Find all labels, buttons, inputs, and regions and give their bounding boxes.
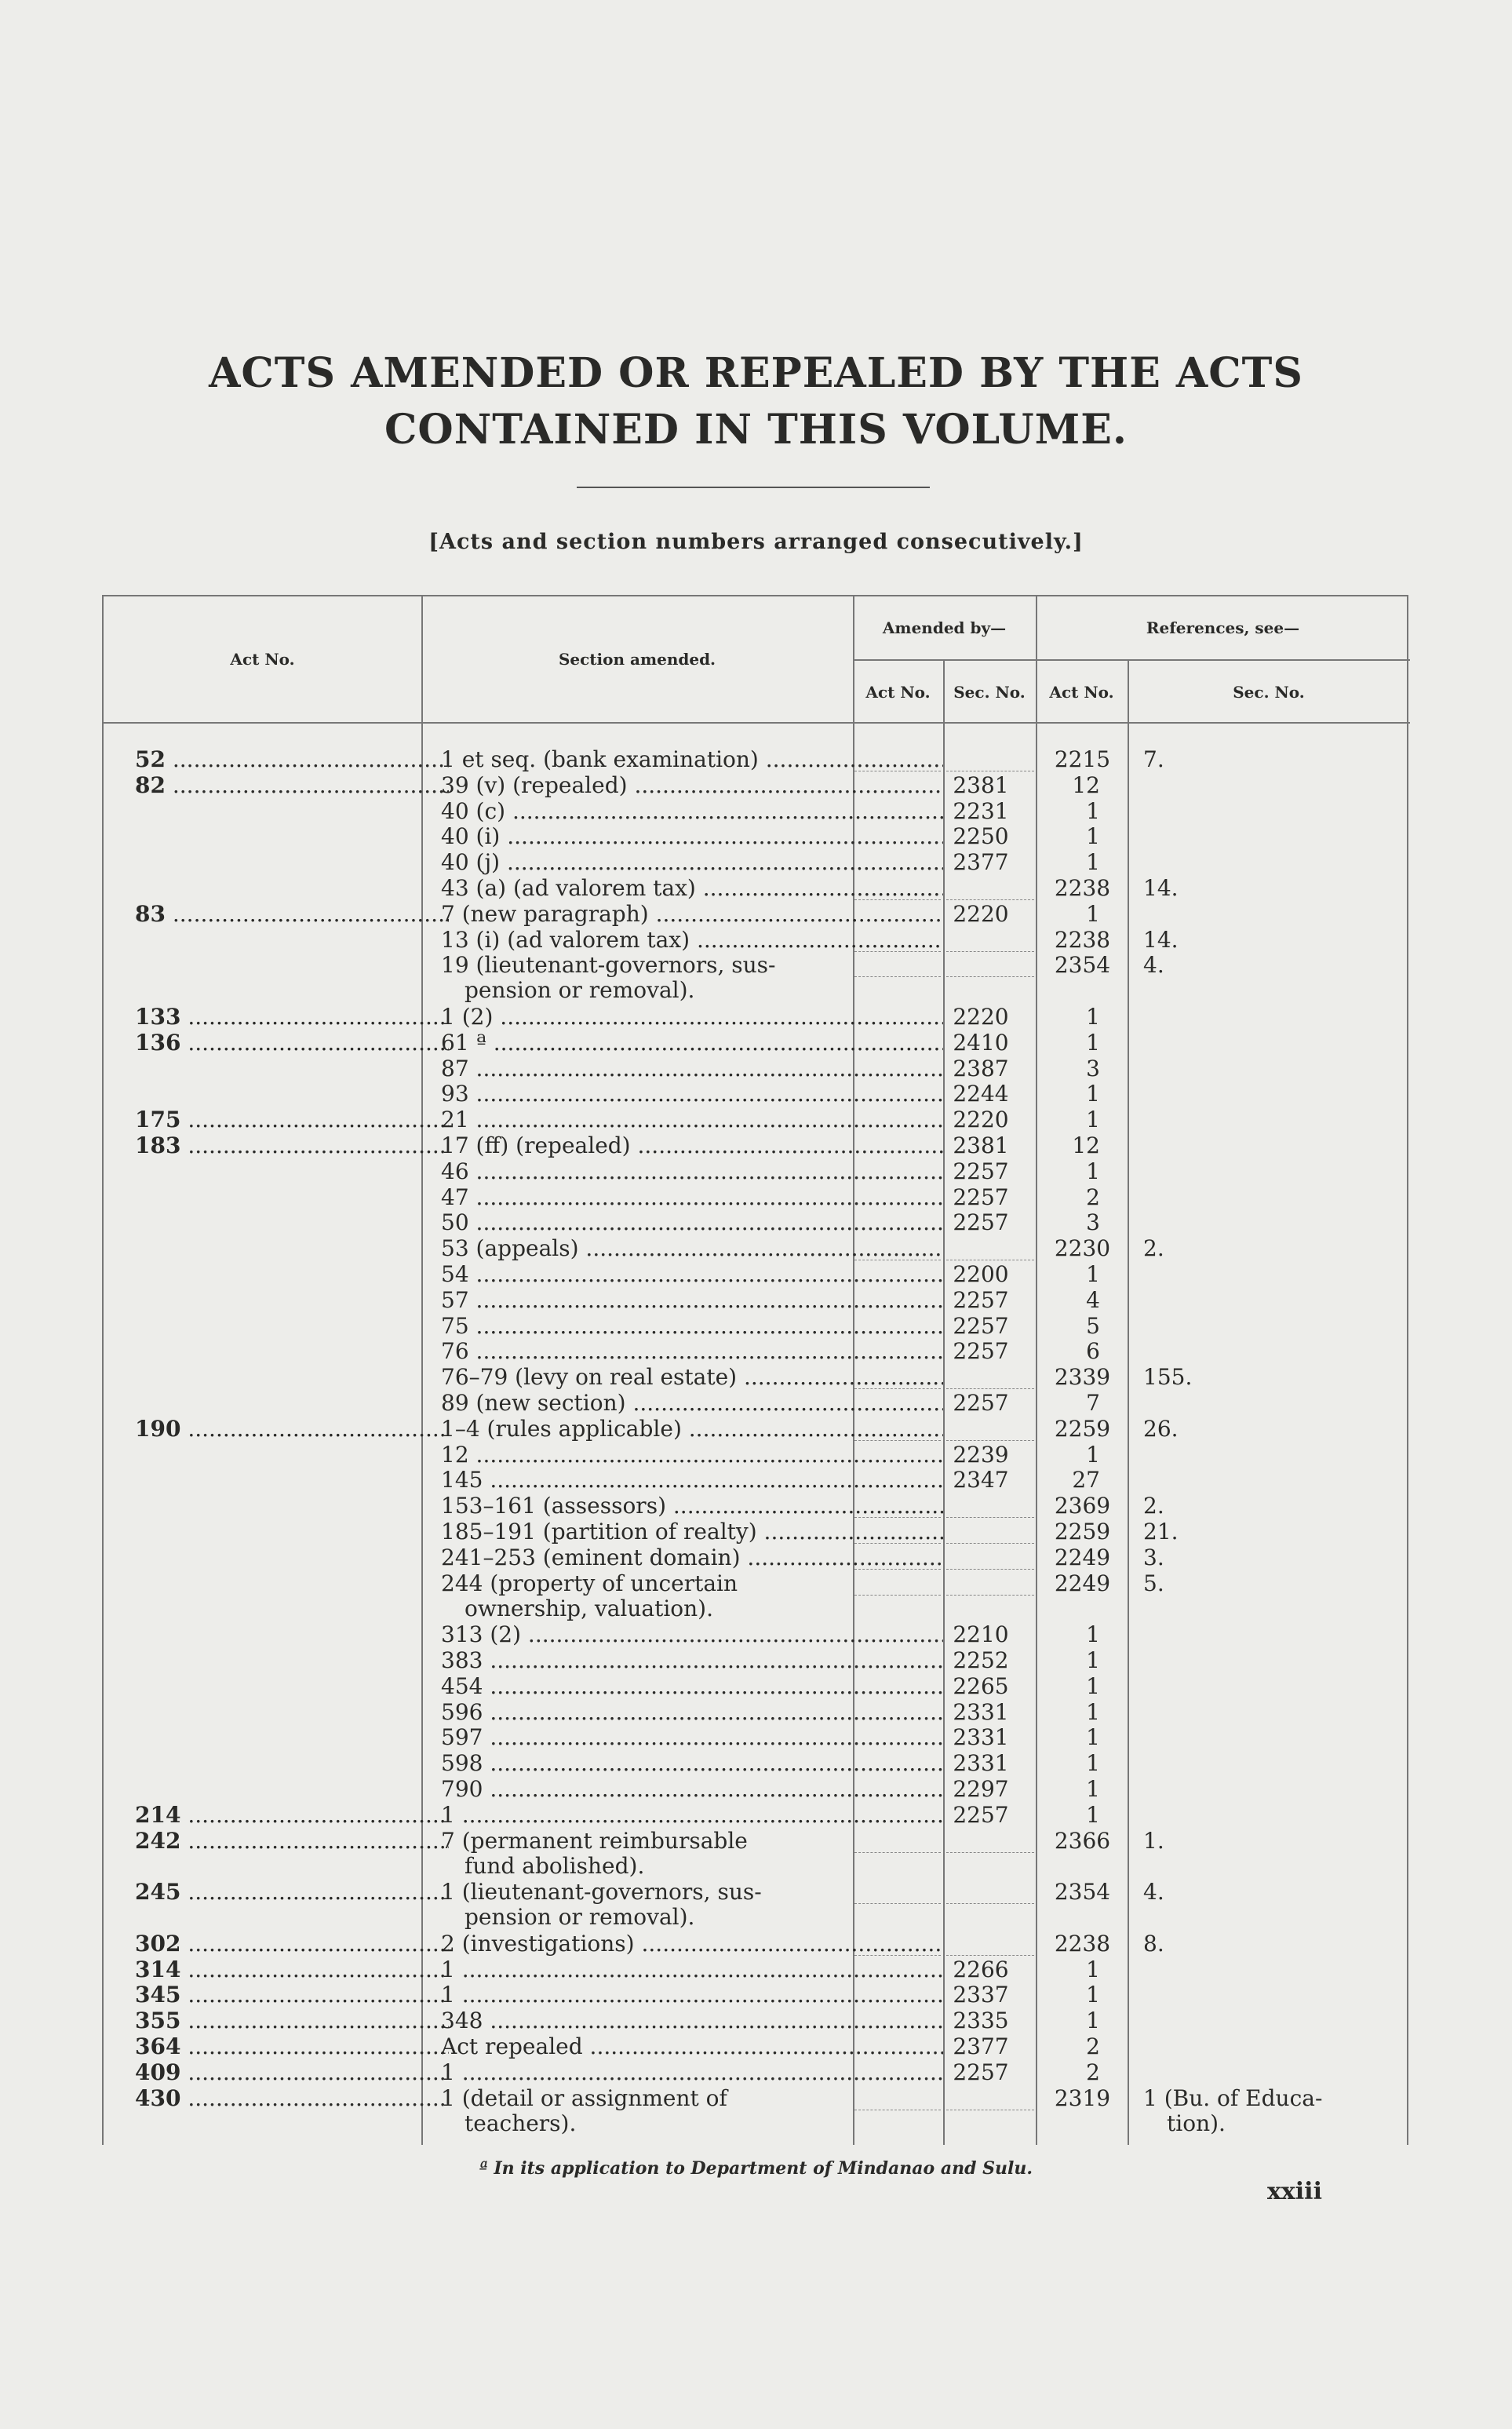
section-amended: Act repealed ..... (441, 2034, 943, 2059)
section-amended-cell (441, 1674, 943, 1699)
reference-act-no: 2354 (1054, 1879, 1111, 1906)
blank-cell-rule (854, 1829, 941, 1853)
amended-sec-no: 27 (1072, 1467, 1100, 1494)
reference-act-no: 2215 (1054, 746, 1111, 772)
amended-sec-no: 1 (1086, 1029, 1100, 1056)
amended-sec-no: 5 (1086, 1312, 1100, 1339)
section-amended-cell (441, 1700, 943, 1725)
amended-act-no: 2410 (953, 1029, 1009, 1056)
section-amended: 145 ..... (441, 1468, 943, 1493)
section-amended-cell (441, 1725, 943, 1750)
blank-cell-rule (854, 1545, 941, 1570)
blank-cell-rule (946, 1365, 1034, 1389)
section-amended-cell (441, 1030, 943, 1056)
section-amended: 596 ..... (441, 1700, 943, 1725)
amended-act-no: 2381 (953, 771, 1009, 798)
amended-act-no: 2220 (953, 1107, 1009, 1133)
blank-cell-rule (946, 876, 1034, 900)
amended-act-no: 2387 (953, 1055, 1009, 1081)
blank-cell-rule (946, 1417, 1034, 1441)
section-amended-cell (441, 1107, 943, 1132)
amended-sec-no: 2 (1086, 1183, 1100, 1210)
reference-sec-cell (1143, 928, 1402, 953)
amended-act-no: 2331 (953, 1750, 1009, 1777)
blank-cell-rule (854, 928, 941, 952)
amended-sec-no: 1 (1086, 1107, 1100, 1133)
amended-act-no: 2335 (953, 2008, 1009, 2034)
amended-act-no: 2337 (953, 1982, 1009, 2008)
reference-sec-no: 4. (1143, 952, 1164, 979)
reference-sec-cell (1143, 876, 1402, 901)
amended-sec-no: 2 (1086, 2059, 1100, 2085)
amended-sec-no: 1 (1086, 1801, 1100, 1828)
amended-act-no: 2250 (953, 823, 1009, 850)
section-amended: 89 (new section) ..... (441, 1391, 943, 1416)
amended-sec-no: 7 (1086, 1390, 1100, 1416)
act-number: 364 ..... (135, 2034, 449, 2059)
reference-sec-cell (1143, 1236, 1402, 1261)
amended-sec-no: 1 (1086, 1158, 1100, 1184)
amended-act-no: 2257 (953, 1390, 1009, 1416)
section-amended: 454 ..... (441, 1674, 943, 1699)
reference-act-no: 2319 (1054, 2084, 1111, 2111)
section-amended: 1 et seq. (bank examination) ..... (441, 747, 943, 772)
title-line-1: ACTS AMENDED OR REPEALED BY THE ACTS (209, 349, 1303, 397)
blank-cell-rule (854, 1417, 941, 1441)
header-ref-sec-no: Sec. No. (1233, 683, 1305, 702)
amended-act-no: 2257 (953, 1158, 1009, 1184)
section-amended: 21 ..... (441, 1107, 943, 1132)
reference-act-no: 2238 (1054, 875, 1111, 901)
reference-sec-no: 155. (1143, 1364, 1193, 1391)
section-amended-cell (441, 1622, 943, 1647)
header-amended-act-no: Act No. (865, 683, 931, 702)
header-references: References, see— (1146, 618, 1300, 637)
section-amended-cell (441, 1751, 943, 1776)
section-amended-continuation: ownership, valuation). (465, 1595, 714, 1621)
amended-act-no: 2347 (953, 1467, 1009, 1494)
reference-sec-cell (1143, 1880, 1402, 1905)
page-number: xxiii (1267, 2178, 1322, 2205)
amended-act-no: 2200 (953, 1261, 1009, 1287)
amended-sec-no: 1 (1086, 1776, 1100, 1802)
section-amended-continuation: fund abolished). (465, 1852, 645, 1879)
blank-cell-rule (854, 1365, 941, 1389)
section-amended-cell (441, 1288, 943, 1313)
section-amended: 313 (2) ..... (441, 1622, 943, 1647)
section-amended-cell (441, 1339, 943, 1364)
reference-act-no: 2238 (1054, 1930, 1111, 1957)
reference-sec-no: 2. (1143, 1235, 1164, 1262)
amended-act-no: 2252 (953, 1647, 1009, 1673)
page-title (0, 345, 1512, 458)
section-amended: 7 (permanent reimbursable (441, 1828, 748, 1854)
reference-sec-no: 1. (1143, 1827, 1164, 1854)
section-amended-continuation: pension or removal). (465, 977, 695, 1004)
amended-act-no: 2331 (953, 1724, 1009, 1751)
amended-sec-no: 1 (1086, 1982, 1100, 2008)
reference-act-no: 2354 (1054, 952, 1111, 979)
section-amended-cell (441, 1314, 943, 1339)
reference-act-no: 2230 (1054, 1235, 1111, 1262)
section-amended: 17 (ff) (repealed) ..... (441, 1133, 943, 1158)
acts-table (102, 595, 1408, 2145)
section-amended: 43 (a) (ad valorem tax) ..... (441, 876, 943, 901)
blank-cell-rule (854, 1571, 941, 1596)
reference-act-no: 2339 (1054, 1364, 1111, 1391)
amended-act-no: 2297 (953, 1776, 1009, 1802)
section-amended-cell (441, 1982, 943, 2008)
header-bottom-rule (104, 722, 1410, 724)
reference-sec-cell (1143, 1931, 1402, 1957)
reference-sec-cell (1143, 953, 1402, 978)
blank-cell-rule (946, 1571, 1034, 1596)
section-amended: 2 (investigations) ..... (441, 1931, 943, 1957)
amended-act-no: 2377 (953, 2033, 1009, 2059)
blank-cell-rule (946, 2086, 1034, 2110)
reference-sec-no: 3. (1143, 1544, 1164, 1570)
subtitle: [Acts and section numbers arranged consecutively.] (428, 530, 1084, 554)
section-amended-cell (441, 773, 943, 798)
section-amended: 1 (detail or assignment of (441, 2085, 727, 2111)
section-amended: 54 ..... (441, 1262, 943, 1287)
section-amended: 185–191 (partition of realty) ..... (441, 1519, 943, 1545)
section-amended-cell (441, 1159, 943, 1184)
section-amended-cell (441, 824, 943, 849)
reference-sec-no: 21. (1143, 1519, 1179, 1545)
amended-sec-no: 3 (1086, 1055, 1100, 1081)
section-amended: 40 (i) ..... (441, 824, 943, 849)
amended-sec-no: 1 (1086, 2008, 1100, 2034)
footnote: ª In its application to Department of Mindanao and Sulu. (479, 2158, 1033, 2179)
amended-act-no: 2210 (953, 1621, 1009, 1648)
reference-act-no: 2259 (1054, 1415, 1111, 1442)
reference-sec-no: 1 (Bu. of Educa- (1143, 2084, 1323, 2111)
section-amended: 383 ..... (441, 1648, 943, 1673)
amended-sec-no: 6 (1086, 1338, 1100, 1365)
amended-sec-no: 1 (1086, 1004, 1100, 1030)
amended-act-no: 2257 (953, 1312, 1009, 1339)
section-amended: 1 ..... (441, 2060, 943, 2085)
amended-act-no: 2266 (953, 1956, 1009, 1982)
section-amended-cell (441, 1056, 943, 1081)
section-amended: 87 ..... (441, 1056, 943, 1081)
header-ref-act-no: Act No. (1049, 683, 1114, 702)
blank-cell-rule (946, 1545, 1034, 1570)
amended-sec-no: 4 (1086, 1286, 1100, 1313)
section-amended: 598 ..... (441, 1751, 943, 1776)
amended-sec-no: 1 (1086, 1621, 1100, 1648)
act-number: 242 ..... (135, 1829, 449, 1854)
amended-act-no: 2231 (953, 797, 1009, 824)
section-amended-cell (441, 1468, 943, 1493)
section-amended-cell (441, 1777, 943, 1802)
amended-sec-no: 1 (1086, 1441, 1100, 1468)
blank-cell-rule (946, 747, 1034, 771)
reference-sec-no: 5. (1143, 1570, 1164, 1596)
section-amended: 46 ..... (441, 1159, 943, 1184)
section-amended-cell (441, 2034, 943, 2059)
amended-act-no: 2257 (953, 2059, 1009, 2085)
section-amended: 1 (2) ..... (441, 1005, 943, 1030)
blank-cell-rule (854, 1931, 941, 1956)
title-line-2: CONTAINED IN THIS VOLUME. (384, 406, 1128, 454)
amended-sec-no: 1 (1086, 1647, 1100, 1673)
reference-act-no: 2259 (1054, 1519, 1111, 1545)
reference-sec-no: 7. (1143, 746, 1164, 772)
section-amended-cell (441, 1648, 943, 1673)
reference-act-no: 2369 (1054, 1493, 1111, 1519)
act-number: 245 ..... (135, 1880, 449, 1905)
act-number: 214 ..... (135, 1803, 449, 1828)
amended-act-no: 2257 (953, 1286, 1009, 1313)
header-act-no: Act No. (230, 650, 295, 669)
header-subrule (853, 659, 1410, 661)
section-amended: 47 ..... (441, 1185, 943, 1210)
act-number: 409 ..... (135, 2060, 449, 2085)
blank-cell-rule (946, 928, 1034, 952)
section-amended: 1–4 (rules applicable) ..... (441, 1417, 943, 1442)
section-amended: 57 ..... (441, 1288, 943, 1313)
amended-act-no: 2257 (953, 1183, 1009, 1210)
act-number: 175 ..... (135, 1107, 449, 1132)
amended-sec-no: 1 (1086, 1261, 1100, 1287)
amended-sec-no: 1 (1086, 900, 1100, 927)
amended-sec-no: 3 (1086, 1209, 1100, 1236)
blank-cell-rule (946, 1880, 1034, 1904)
section-amended-cell (441, 1210, 943, 1235)
section-amended: 61 ª ..... (441, 1030, 943, 1056)
section-amended: 13 (i) (ad valorem tax) ..... (441, 928, 943, 953)
amended-sec-no: 12 (1072, 1132, 1100, 1158)
blank-cell-rule (854, 1494, 941, 1518)
title-rule (577, 487, 930, 488)
section-amended-cell (441, 902, 943, 927)
section-amended: 348 ..... (441, 2008, 943, 2033)
reference-act-no: 2238 (1054, 926, 1111, 953)
section-amended-cell (441, 1391, 943, 1416)
section-amended: 1 ..... (441, 1803, 943, 1828)
reference-sec-cell (1143, 1571, 1402, 1596)
section-amended: 244 (property of uncertain (441, 1570, 738, 1596)
amended-sec-no: 1 (1086, 1698, 1100, 1725)
section-amended: 53 (appeals) ..... (441, 1236, 943, 1261)
amended-sec-no: 1 (1086, 1956, 1100, 1982)
reference-sec-no: 14. (1143, 926, 1179, 953)
section-amended: 1 ..... (441, 1957, 943, 1982)
amended-act-no: 2239 (953, 1441, 1009, 1468)
act-number: 183 ..... (135, 1133, 449, 1158)
reference-sec-continuation: tion). (1167, 2110, 1226, 2136)
blank-cell-rule (946, 1236, 1034, 1260)
section-amended: 597 ..... (441, 1725, 943, 1750)
col-divider (1128, 659, 1129, 2145)
blank-cell-rule (946, 1931, 1034, 1956)
section-amended-cell (441, 1081, 943, 1107)
act-number: 136 ..... (135, 1030, 449, 1056)
section-amended-cell (441, 1262, 943, 1287)
amended-act-no: 2381 (953, 1132, 1009, 1158)
section-amended-cell (441, 799, 943, 824)
section-amended-continuation: teachers). (465, 2110, 577, 2136)
header-section-amended: Section amended. (558, 650, 716, 669)
blank-cell-rule (946, 1494, 1034, 1518)
reference-act-no: 2366 (1054, 1827, 1111, 1854)
header-amended-sec-no: Sec. No. (953, 683, 1026, 702)
act-number: 190 ..... (135, 1417, 449, 1442)
amended-act-no: 2220 (953, 1004, 1009, 1030)
act-number: 430 ..... (135, 2086, 449, 2111)
act-number: 133 ..... (135, 1005, 449, 1030)
section-amended-cell (441, 2060, 943, 2085)
amended-act-no: 2220 (953, 900, 1009, 927)
section-amended-cell (441, 1803, 943, 1828)
reference-sec-cell (1143, 1829, 1402, 1854)
blank-cell-rule (854, 1880, 941, 1904)
reference-sec-no: 14. (1143, 875, 1179, 901)
amended-sec-no: 1 (1086, 823, 1100, 850)
section-amended: 153–161 (assessors) ..... (441, 1494, 943, 1519)
section-amended: 241–253 (eminent domain) ..... (441, 1545, 943, 1570)
blank-cell-rule (854, 747, 941, 771)
section-amended-cell (441, 1133, 943, 1158)
section-amended-continuation: pension or removal). (465, 1904, 695, 1931)
header-amended-by: Amended by— (882, 618, 1007, 637)
section-amended: 76 ..... (441, 1339, 943, 1364)
section-amended-cell (441, 2008, 943, 2033)
act-number: 52 ..... (135, 747, 449, 772)
blank-cell-rule (854, 1236, 941, 1260)
reference-sec-no: 26. (1143, 1415, 1179, 1442)
section-amended-cell (441, 1185, 943, 1210)
section-amended-cell (441, 1442, 943, 1468)
section-amended: 19 (lieutenant-governors, sus- (441, 953, 776, 979)
section-amended-cell (441, 1957, 943, 1982)
section-amended-cell (441, 1005, 943, 1030)
amended-sec-no: 1 (1086, 1081, 1100, 1107)
reference-sec-cell (1143, 1545, 1402, 1570)
amended-sec-no: 2 (1086, 2033, 1100, 2059)
amended-act-no: 2244 (953, 1081, 1009, 1107)
reference-sec-no: 4. (1143, 1879, 1164, 1906)
act-number: 314 ..... (135, 1957, 449, 1982)
section-amended: 93 ..... (441, 1081, 943, 1107)
blank-cell-rule (854, 1519, 941, 1544)
amended-act-no: 2257 (953, 1209, 1009, 1236)
amended-sec-no: 1 (1086, 1750, 1100, 1777)
section-amended: 75 ..... (441, 1314, 943, 1339)
act-number: 355 ..... (135, 2008, 449, 2033)
amended-act-no: 2257 (953, 1338, 1009, 1365)
act-number: 82 ..... (135, 773, 449, 798)
reference-sec-no: 2. (1143, 1493, 1164, 1519)
section-amended: 40 (j) ..... (441, 850, 943, 875)
reference-sec-cell (1143, 1519, 1402, 1545)
blank-cell-rule (946, 953, 1034, 977)
amended-sec-no: 1 (1086, 1672, 1100, 1699)
section-amended: 12 ..... (441, 1442, 943, 1468)
blank-cell-rule (946, 1829, 1034, 1853)
blank-cell-rule (946, 1519, 1034, 1544)
amended-act-no: 2377 (953, 849, 1009, 876)
act-number: 345 ..... (135, 1982, 449, 2008)
reference-sec-cell (1143, 1494, 1402, 1519)
col-divider (421, 596, 423, 2145)
amended-act-no: 2265 (953, 1672, 1009, 1699)
section-amended: 40 (c) ..... (441, 799, 943, 824)
act-number: 302 ..... (135, 1931, 449, 1957)
section-amended: 790 ..... (441, 1777, 943, 1802)
reference-act-no: 2249 (1054, 1544, 1111, 1570)
reference-sec-cell (1143, 747, 1402, 772)
amended-sec-no: 1 (1086, 1724, 1100, 1751)
reference-sec-no: 8. (1143, 1930, 1164, 1957)
amended-sec-no: 1 (1086, 797, 1100, 824)
section-amended: 1 ..... (441, 1982, 943, 2008)
reference-sec-cell (1143, 1365, 1402, 1390)
section-amended: 1 (lieutenant-governors, sus- (441, 1880, 762, 1906)
blank-cell-rule (854, 2086, 941, 2110)
blank-cell-rule (854, 876, 941, 900)
blank-cell-rule (854, 953, 941, 977)
reference-act-no: 2249 (1054, 1570, 1111, 1596)
section-amended: 39 (v) (repealed) ..... (441, 773, 943, 798)
reference-sec-cell (1143, 1417, 1402, 1442)
amended-act-no: 2257 (953, 1801, 1009, 1828)
section-amended: 7 (new paragraph) ..... (441, 902, 943, 927)
amended-sec-no: 1 (1086, 849, 1100, 876)
reference-sec-cell (1143, 2086, 1402, 2136)
section-amended-cell (441, 850, 943, 875)
act-number: 83 ..... (135, 902, 449, 927)
amended-sec-no: 12 (1072, 771, 1100, 798)
amended-act-no: 2331 (953, 1698, 1009, 1725)
section-amended: 50 ..... (441, 1210, 943, 1235)
section-amended: 76–79 (levy on real estate) ..... (441, 1365, 943, 1390)
